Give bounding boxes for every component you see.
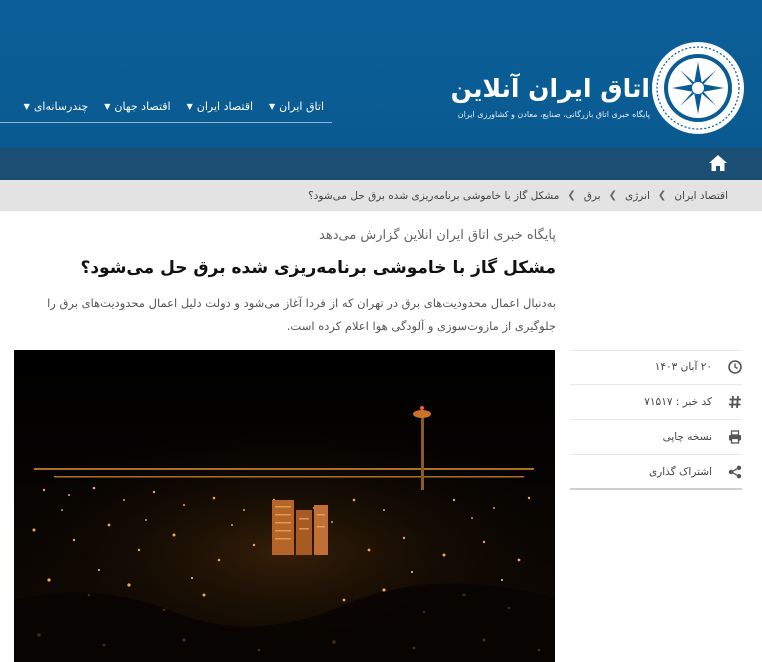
breadcrumb-item-energy[interactable]: انرژی: [624, 189, 650, 202]
meta-code-value: کد خبر : ۷۱۵۱۷: [644, 396, 712, 408]
print-link[interactable]: [570, 420, 742, 455]
chevron-left-icon: ❯: [608, 190, 617, 201]
clock-icon: [728, 360, 742, 374]
nav-divider: [0, 122, 332, 123]
home-bar: [0, 148, 762, 180]
breadcrumb-item-current: مشکل گاز با خاموشی برنامه‌ریزی شده برق حل می‌شود؟: [308, 189, 560, 202]
chamber-logo-icon[interactable]: [650, 40, 746, 136]
nav-item-label: اقتصاد جهان: [114, 100, 171, 113]
nav-item-world-economy[interactable]: [96, 100, 178, 113]
main-nav: [16, 100, 332, 113]
chevron-left-icon: ❯: [657, 190, 667, 201]
chevron-down-icon: ▼: [104, 102, 111, 111]
meta-date-value: ۲۰ آبان ۱۴۰۳: [654, 361, 712, 373]
meta-code: [570, 385, 742, 420]
home-icon[interactable]: [708, 154, 728, 172]
share-icon: [728, 465, 742, 479]
chevron-down-icon: ▼: [186, 102, 193, 111]
article-photo: [14, 350, 555, 662]
chevron-down-icon: ▼: [269, 102, 276, 111]
meta-date: [570, 350, 742, 385]
nav-item-label: اتاق ایران: [279, 100, 324, 113]
breadcrumb-item-iran-economy[interactable]: اقتصاد ایران: [674, 189, 728, 202]
nav-item-iran-chamber[interactable]: [261, 100, 332, 113]
breadcrumb-item-electricity[interactable]: برق: [583, 189, 601, 202]
article-meta: [570, 350, 742, 490]
site-header: [0, 0, 762, 148]
share-link[interactable]: [570, 455, 742, 490]
nav-item-multimedia[interactable]: [16, 100, 97, 113]
print-label[interactable]: نسخه چاپی: [662, 431, 712, 443]
hash-icon: [728, 395, 742, 409]
article-headline: مشکل گاز با خاموشی برنامه‌ریزی شده برق حل می‌شود؟: [80, 258, 556, 278]
print-icon: [728, 430, 742, 444]
site-subtitle: پایگاه خبری اتاق بازرگانی، صنایع، معادن و کشاورزی ایران: [457, 110, 650, 119]
article-lead: به‌دنبال اعمال محدودیت‌های برق در تهران که از فردا آغاز می‌شود و دولت دلیل اعمال محدودیت‌های برق را جلوگیری از مازوت‌سوزی و آلودگی هوا اعلام کرده است.: [47, 296, 556, 333]
chevron-down-icon: ▼: [23, 102, 30, 111]
chevron-left-icon: ❯: [567, 190, 576, 201]
nav-item-label: اقتصاد ایران: [196, 100, 254, 113]
site-title[interactable]: اتاق ایران آنلاین: [450, 74, 650, 103]
breadcrumb: [0, 180, 762, 211]
nav-item-label: چندرسانه‌ای: [33, 100, 89, 113]
nav-item-iran-economy[interactable]: [179, 100, 261, 113]
share-label[interactable]: اشتراک گذاری: [648, 465, 712, 478]
article-kicker: پایگاه خبری اتاق ایران انلاین گزارش می‌دهد: [319, 228, 556, 243]
